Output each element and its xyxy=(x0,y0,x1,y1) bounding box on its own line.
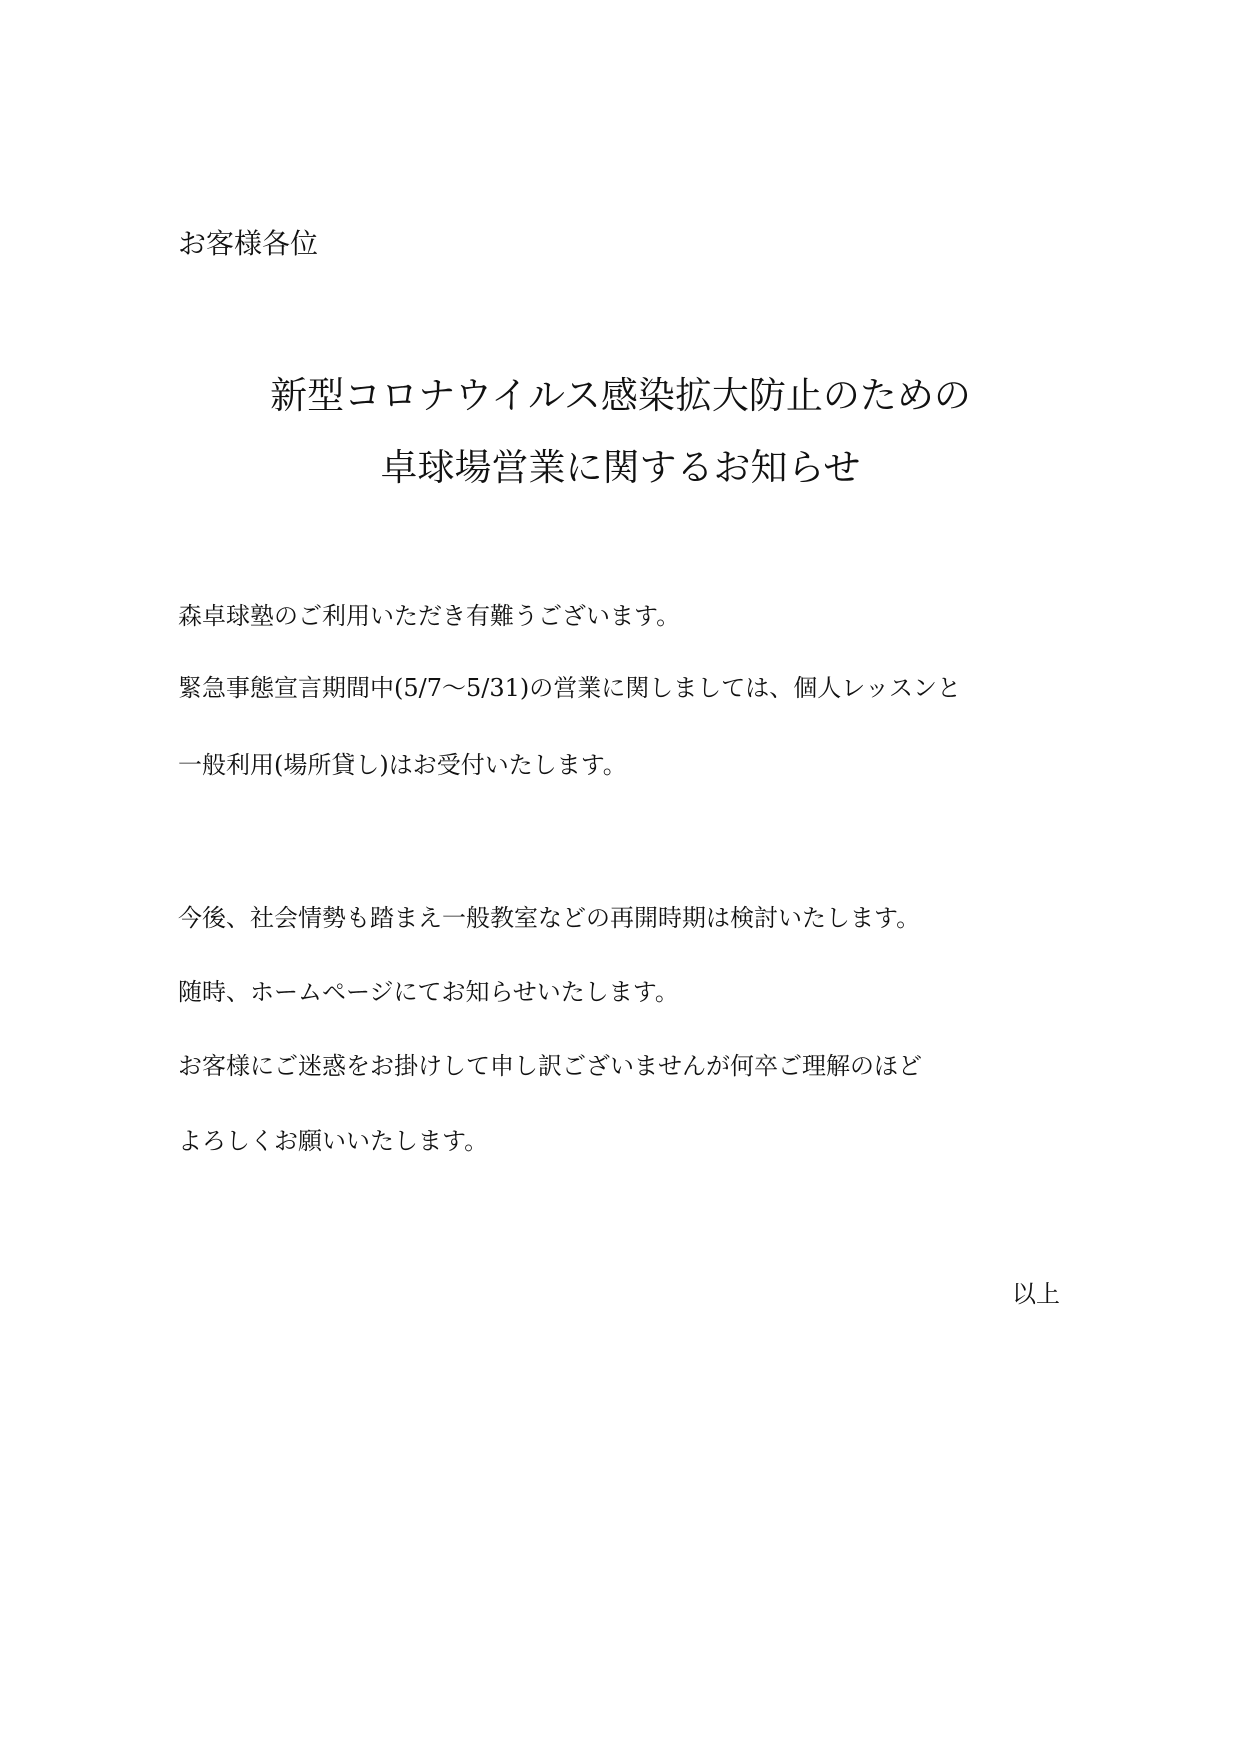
body-line-apology: お客様にご迷惑をお掛けして申し訳ございませんが何卒ご理解のほど xyxy=(178,1052,922,1080)
notice-title-line-1: 新型コロナウイルス感染拡大防止のための xyxy=(270,374,971,417)
body-line-accepted-services: 一般利用(場所貸し)はお受付いたします。 xyxy=(178,751,627,779)
body-line-thanks: 森卓球塾のご利用いただき有難うございます。 xyxy=(178,602,681,630)
body-line-homepage-notice: 随時、ホームページにてお知らせいたします。 xyxy=(178,978,679,1006)
notice-title-line-2: 卓球場営業に関するお知らせ xyxy=(380,446,861,489)
body-line-emergency-period: 緊急事態宣言期間中(5/7〜5/31)の営業に関しましては、個人レッスンと xyxy=(178,674,962,702)
closing-mark: 以上 xyxy=(1012,1280,1060,1308)
body-line-reopening: 今後、社会情勢も踏まえ一般教室などの再開時期は検討いたします。 xyxy=(178,904,921,932)
salutation: お客様各位 xyxy=(178,227,319,260)
body-line-regards: よろしくお願いいたします。 xyxy=(178,1127,489,1155)
